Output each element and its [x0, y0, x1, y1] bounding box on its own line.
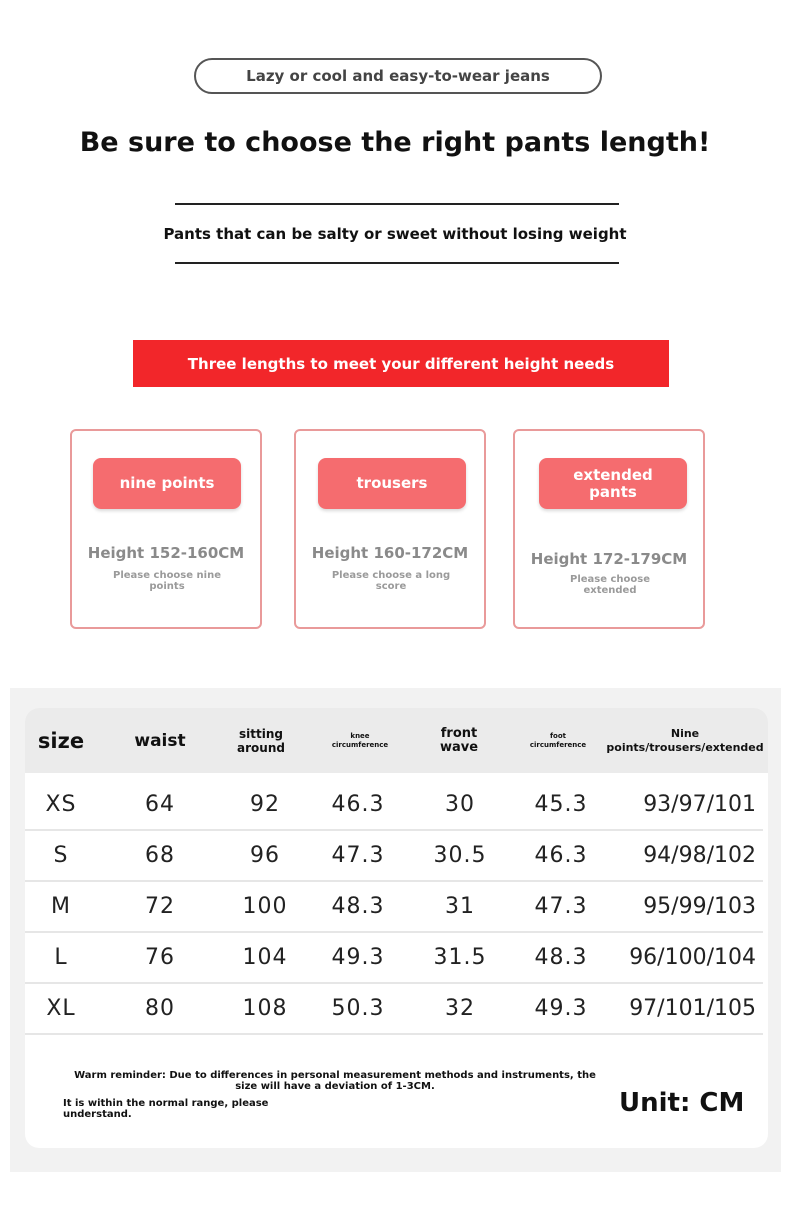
cell-size: M: [51, 894, 71, 919]
cell-foot: 45.3: [534, 792, 588, 817]
cell-sitting: 92: [250, 792, 280, 817]
cell-front-wave: 32: [445, 996, 475, 1021]
cell-foot: 46.3: [534, 843, 588, 868]
table-header: [25, 708, 768, 773]
cell-size: XS: [45, 792, 77, 817]
divider-top: [175, 203, 619, 205]
header-front-wave: front wave: [439, 725, 479, 755]
cell-foot: 48.3: [534, 945, 588, 970]
cell-size: L: [54, 945, 68, 970]
cell-lengths: 96/100/104: [629, 945, 756, 970]
size-table: [25, 708, 768, 1148]
header-knee-circumference: knee circumference: [331, 731, 389, 749]
length-card-extended: [513, 429, 705, 629]
cell-foot: 49.3: [534, 996, 588, 1021]
pill-title: Lazy or cool and easy-to-wear jeans: [194, 58, 602, 94]
table-row: [25, 831, 763, 882]
cell-knee: 48.3: [331, 894, 385, 919]
cell-waist: 68: [145, 843, 175, 868]
extended-pants-button[interactable]: extended pants: [539, 458, 687, 509]
table-row: [25, 882, 763, 933]
cell-front-wave: 30.5: [433, 843, 487, 868]
cell-size: S: [53, 843, 69, 868]
unit-label: Unit: CM: [619, 1088, 745, 1118]
subline: Pants that can be salty or sweet without losing weight: [163, 225, 627, 243]
header-lengths: Nine points/trousers/extended: [606, 726, 764, 754]
cell-front-wave: 31: [445, 894, 475, 919]
length-card-nine-points: [70, 429, 262, 629]
cell-lengths: 94/98/102: [643, 843, 756, 868]
length-card-trousers: [294, 429, 486, 629]
header-foot-circumference: foot circumference: [529, 731, 587, 749]
cell-front-wave: 30: [445, 792, 475, 817]
page-headline: Be sure to choose the right pants length!: [79, 127, 711, 158]
card-note: Please choose a long score: [331, 570, 451, 592]
cell-lengths: 97/101/105: [629, 996, 756, 1021]
cell-waist: 80: [145, 996, 175, 1021]
cell-knee: 47.3: [331, 843, 385, 868]
header-sitting-around: sitting around: [237, 726, 285, 755]
table-row: [25, 984, 763, 1035]
nine-points-button[interactable]: nine points: [93, 458, 241, 509]
cell-sitting: 100: [242, 894, 288, 919]
warm-reminder-note: It is within the normal range, please understand.: [63, 1098, 269, 1120]
cell-knee: 50.3: [331, 996, 385, 1021]
cell-waist: 72: [145, 894, 175, 919]
cell-sitting: 104: [242, 945, 288, 970]
table-row: [25, 780, 763, 831]
card-note: Please choose nine points: [113, 570, 221, 592]
cell-front-wave: 31.5: [433, 945, 487, 970]
cell-lengths: 93/97/101: [643, 792, 756, 817]
cell-knee: 46.3: [331, 792, 385, 817]
cell-lengths: 95/99/103: [643, 894, 756, 919]
cell-size: XL: [46, 996, 76, 1021]
header-size: size: [37, 728, 85, 753]
cell-waist: 64: [145, 792, 175, 817]
cell-sitting: 96: [250, 843, 280, 868]
warm-reminder: Warm reminder: Due to differences in personal measurement methods and instruments, the size will have a deviation of 1-3CM.: [74, 1070, 596, 1092]
cell-knee: 49.3: [331, 945, 385, 970]
length-banner: Three lengths to meet your different height needs: [133, 340, 669, 387]
table-row: [25, 933, 763, 984]
card-height: Height 160-172CM: [311, 544, 469, 562]
header-waist: waist: [134, 730, 186, 751]
card-note: Please choose extended: [569, 574, 651, 596]
card-height: Height 172-179CM: [530, 550, 688, 568]
cell-waist: 76: [145, 945, 175, 970]
card-height: Height 152-160CM: [87, 544, 245, 562]
trousers-button[interactable]: trousers: [318, 458, 466, 509]
cell-sitting: 108: [242, 996, 288, 1021]
cell-foot: 47.3: [534, 894, 588, 919]
divider-bottom: [175, 262, 619, 264]
